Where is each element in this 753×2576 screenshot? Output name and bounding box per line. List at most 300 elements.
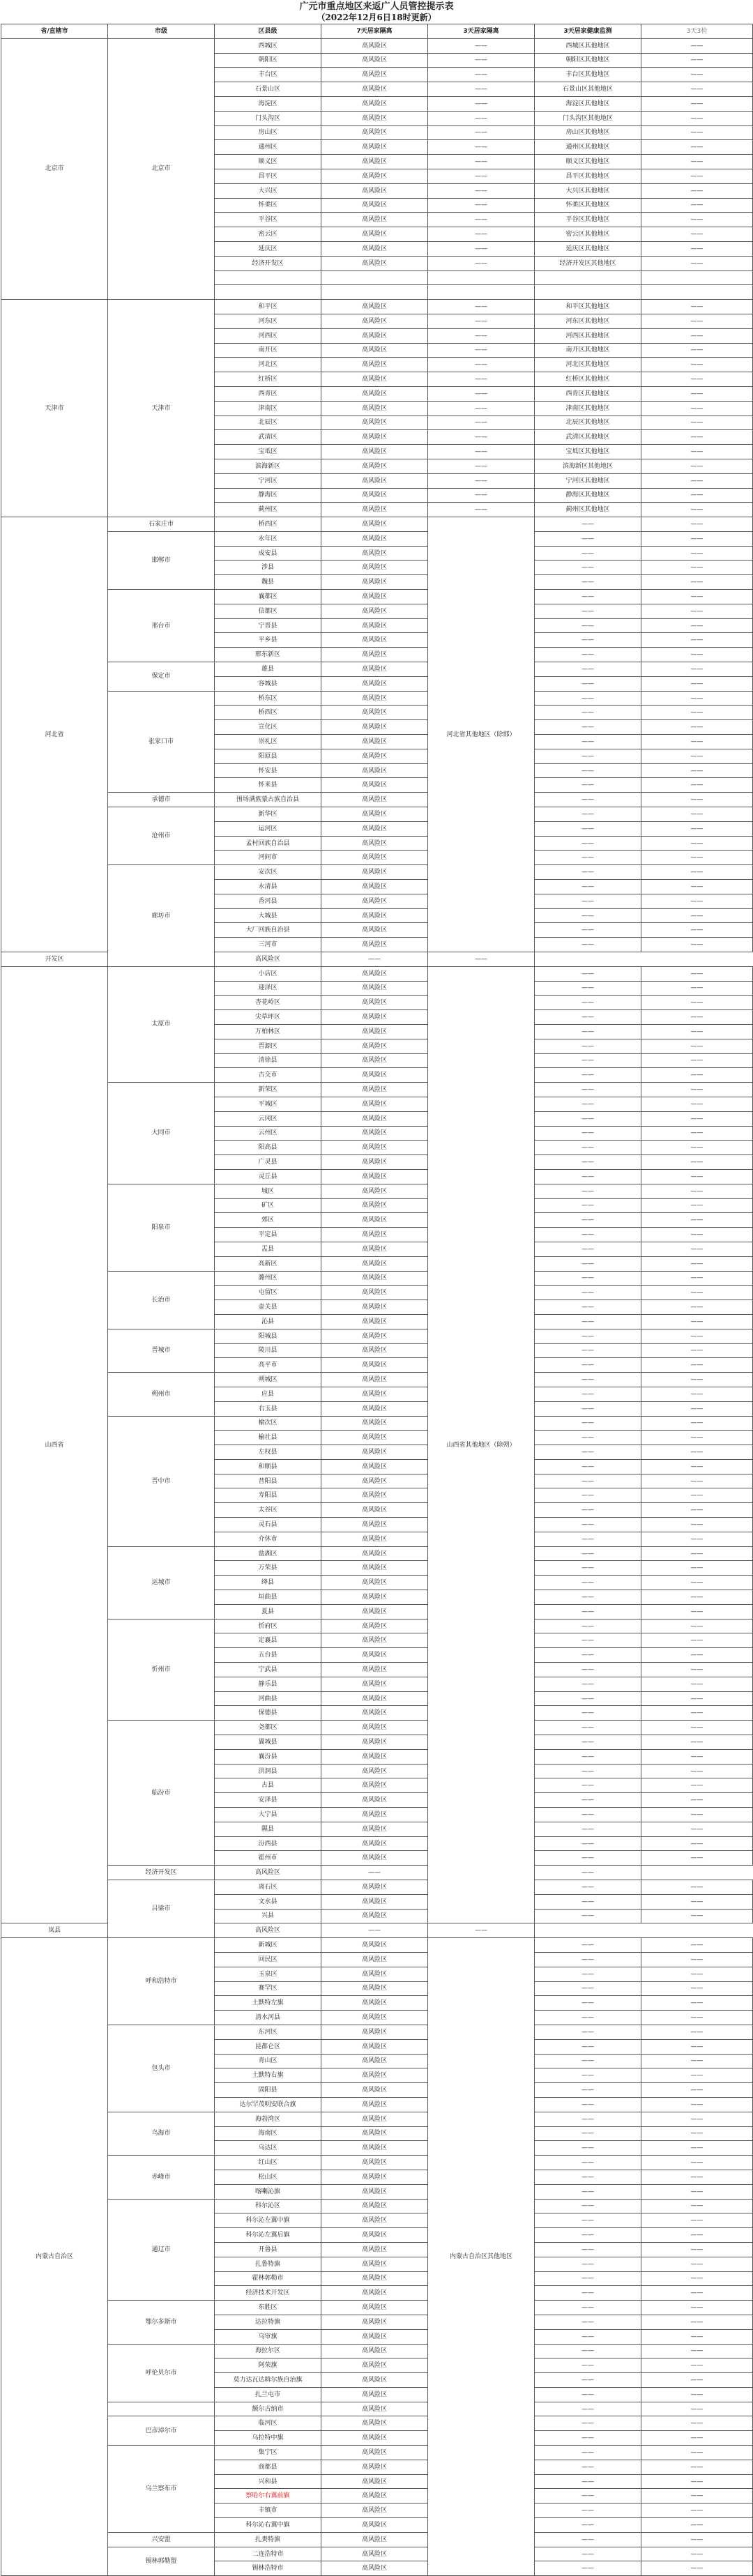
monitoring-3day-cell: —— [535, 1576, 641, 1590]
county-cell: 昔阳县 [215, 1474, 321, 1488]
isolation-7day-cell: 高风险区 [321, 1300, 428, 1315]
monitoring-3day-cell: —— [535, 1996, 641, 2011]
tests-3day-cell: —— [641, 2242, 753, 2257]
county-cell: 河间市 [215, 851, 321, 865]
tests-3day-cell: —— [641, 1952, 753, 1967]
county-cell: 阳高县 [215, 1141, 321, 1155]
isolation-7day-cell: 高风险区 [321, 996, 428, 1010]
monitoring-3day-cell: —— [535, 1401, 641, 1416]
isolation-7day-cell: 高风险区 [321, 1329, 428, 1343]
county-cell: 尖草坪区 [215, 1010, 321, 1025]
county-cell: 杏花岭区 [215, 996, 321, 1010]
monitoring-3day-cell: —— [535, 2503, 641, 2518]
county-cell: 信都区 [215, 604, 321, 618]
tests-3day-cell: —— [641, 1373, 753, 1387]
control-table [1, 24, 753, 2576]
isolation-7day-cell: 高风险区 [321, 2054, 428, 2068]
city-cell: 包头市 [108, 2025, 215, 2112]
isolation-7day-cell: 高风险区 [321, 401, 428, 416]
tests-3day-cell: —— [641, 1561, 753, 1576]
tests-3day-cell: —— [641, 1401, 753, 1416]
county-cell: 丰台区 [215, 68, 321, 82]
monitoring-3day-cell: —— [535, 2112, 641, 2126]
isolation-7day-cell: 高风险区 [321, 575, 428, 590]
monitoring-3day-cell: —— [535, 1431, 641, 1445]
isolation-7day-cell: 高风险区 [321, 503, 428, 517]
document-title: 广元市重点地区来返广人员管控提示表 [299, 1, 454, 12]
tests-3day-cell: —— [641, 1604, 753, 1619]
tests-3day-cell: —— [641, 793, 753, 807]
monitoring-3day-cell: —— [535, 778, 641, 793]
tests-3day-cell: —— [428, 1923, 535, 1938]
county-cell: 襄汾县 [215, 1749, 321, 1764]
isolation-7day-cell: 高风险区 [321, 1677, 428, 1691]
tests-3day-cell: —— [641, 691, 753, 706]
monitoring-3day-cell: —— [535, 1561, 641, 1576]
tests-3day-cell: —— [641, 1155, 753, 1170]
monitoring-3day-cell: —— [535, 2301, 641, 2315]
monitoring-3day-cell: 河西区其他地区 [535, 328, 641, 343]
tests-3day-cell: —— [641, 1459, 753, 1474]
county-cell: 岚县 [1, 1923, 108, 1938]
isolation-7day-cell: 高风险区 [321, 1184, 428, 1198]
county-cell: 大城县 [215, 908, 321, 923]
tests-3day-cell: —— [641, 213, 753, 227]
county-cell: 崇礼区 [215, 735, 321, 749]
monitoring-3day-cell: —— [535, 676, 641, 691]
tests-3day-cell: —— [641, 2460, 753, 2474]
isolation-7day-cell: 高风险区 [321, 2329, 428, 2344]
monitoring-3day-cell: —— [535, 1981, 641, 1996]
monitoring-3day-cell: —— [535, 1387, 641, 1401]
monitoring-3day-cell: —— [535, 1271, 641, 1286]
isolation-3day-cell: —— [428, 401, 535, 416]
monitoring-3day-cell: —— [535, 1314, 641, 1329]
isolation-3day-cell: —— [428, 198, 535, 213]
isolation-7day-cell: 高风险区 [321, 430, 428, 445]
tests-3day-cell: —— [641, 2402, 753, 2416]
monitoring-3day-cell: —— [535, 1503, 641, 1518]
monitoring-3day-cell: —— [535, 1083, 641, 1097]
table-row [1, 691, 753, 706]
isolation-7day-cell: 高风险区 [321, 1068, 428, 1083]
tests-3day-cell: —— [641, 1851, 753, 1866]
isolation-3day-cell: —— [428, 256, 535, 270]
city-cell: 天津市 [108, 300, 215, 517]
isolation-7day-cell: 高风险区 [321, 908, 428, 923]
isolation-7day-cell: 高风险区 [321, 1546, 428, 1561]
county-cell: 商都县 [215, 2460, 321, 2474]
county-cell: 喀喇沁旗 [215, 2184, 321, 2199]
isolation-3day-cell [428, 270, 535, 285]
monitoring-3day-cell: —— [535, 1691, 641, 1706]
monitoring-3day-cell: —— [535, 2315, 641, 2329]
county-cell: 雄县 [215, 662, 321, 677]
monitoring-3day-cell: —— [535, 1010, 641, 1025]
county-cell: 魏县 [215, 575, 321, 590]
county-cell: 清徐县 [215, 1053, 321, 1068]
tests-3day-cell: —— [641, 1518, 753, 1532]
county-cell: 海拉尔区 [215, 2344, 321, 2358]
isolation-7day-cell: 高风险区 [321, 1213, 428, 1228]
tests-3day-cell: —— [641, 1677, 753, 1691]
table-row [1, 1546, 753, 1561]
tests-3day-cell: —— [641, 996, 753, 1010]
county-cell: 寿阳县 [215, 1488, 321, 1503]
isolation-3day-cell: —— [428, 416, 535, 430]
monitoring-3day-cell: —— [535, 938, 641, 952]
county-cell: 密云区 [215, 227, 321, 242]
isolation-7day-cell: 高风险区 [321, 386, 428, 401]
isolation-7day-cell: 高风险区 [321, 1822, 428, 1836]
county-cell: 新华区 [215, 807, 321, 822]
county-cell: 和平区 [215, 300, 321, 314]
monitoring-3day-cell: 延庆区其他地区 [535, 241, 641, 256]
isolation-7day-cell: 高风险区 [321, 2112, 428, 2126]
monitoring-3day-cell [535, 270, 641, 285]
city-cell: 吕梁市 [108, 1880, 215, 1938]
monitoring-3day-cell: —— [535, 590, 641, 604]
isolation-7day-cell: 高风险区 [321, 155, 428, 169]
county-cell: 万柏林区 [215, 1024, 321, 1039]
isolation-7day-cell: 高风险区 [321, 53, 428, 68]
isolation-7day-cell: 高风险区 [321, 82, 428, 97]
isolation-7day-cell: 高风险区 [321, 2446, 428, 2460]
county-cell [215, 285, 321, 300]
isolation-7day-cell: 高风险区 [321, 2547, 428, 2561]
county-cell: 三河市 [215, 938, 321, 952]
monitoring-3day-cell: —— [535, 1097, 641, 1111]
isolation-7day-cell: 高风险区 [321, 2068, 428, 2083]
city-cell: 阳泉市 [108, 1184, 215, 1271]
monitoring-3day-cell: —— [535, 546, 641, 561]
isolation-7day-cell: 高风险区 [321, 1141, 428, 1155]
city-cell: 乌兰察布市 [108, 2446, 215, 2533]
isolation-7day-cell: 高风险区 [321, 2387, 428, 2402]
county-cell: 昌平区 [215, 169, 321, 183]
isolation-7day-cell: 高风险区 [321, 807, 428, 822]
tests-3day-cell: —— [641, 735, 753, 749]
monitoring-3day-cell: —— [535, 2126, 641, 2141]
isolation-7day-cell: 高风险区 [321, 1314, 428, 1329]
monitoring-3day-cell: —— [535, 1967, 641, 1981]
isolation-7day-cell: 高风险区 [321, 1778, 428, 1793]
monitoring-3day-cell: 平谷区其他地区 [535, 213, 641, 227]
tests-3day-cell: —— [641, 2199, 753, 2213]
isolation-7day-cell: 高风险区 [321, 1358, 428, 1373]
city-cell: 太原市 [108, 966, 215, 1082]
monitoring-3day-cell: —— [535, 1184, 641, 1198]
monitoring-3day-cell: 和平区其他地区 [535, 300, 641, 314]
isolation-3day-cell: —— [428, 96, 535, 111]
table-row [1, 2532, 753, 2547]
tests-3day-cell: —— [641, 473, 753, 488]
tests-3day-cell: —— [641, 981, 753, 996]
tests-3day-cell: —— [641, 1024, 753, 1039]
city-cell [108, 2402, 215, 2416]
monitoring-3day-cell: —— [535, 1546, 641, 1561]
county-cell: 灵丘县 [215, 1169, 321, 1184]
monitoring-3day-cell: —— [535, 1721, 641, 1735]
county-cell: 盂县 [215, 1242, 321, 1256]
monitoring-3day-cell: —— [535, 1329, 641, 1343]
tests-3day-cell: —— [641, 590, 753, 604]
tests-3day-cell: —— [641, 894, 753, 908]
monitoring-3day-cell: —— [535, 2373, 641, 2388]
isolation-7day-cell: 高风险区 [321, 343, 428, 358]
monitoring-3day-cell: —— [535, 749, 641, 763]
monitoring-3day-cell: —— [535, 604, 641, 618]
table-row [1, 1866, 753, 1880]
tests-3day-cell: —— [641, 2039, 753, 2054]
monitoring-3day-cell: —— [535, 1343, 641, 1358]
county-cell: 红桥区 [215, 372, 321, 387]
isolation-7day-cell: 高风险区 [321, 1996, 428, 2011]
monitoring-3day-cell: 南开区其他地区 [535, 343, 641, 358]
tests-3day-cell: —— [641, 1271, 753, 1286]
county-cell: 扎鲁特旗 [215, 2257, 321, 2271]
isolation-7day-cell: 高风险区 [321, 981, 428, 996]
isolation-7day-cell: 高风险区 [321, 1010, 428, 1025]
tests-3day-cell: —— [641, 2358, 753, 2373]
tests-3day-cell: —— [641, 53, 753, 68]
isolation-7day-cell: 高风险区 [321, 198, 428, 213]
isolation-7day-cell: 高风险区 [321, 1706, 428, 1721]
monitoring-3day-cell: —— [535, 2358, 641, 2373]
monitoring-3day-cell: —— [535, 1256, 641, 1271]
county-cell [215, 270, 321, 285]
isolation-7day-cell: 高风险区 [321, 1518, 428, 1532]
monitoring-3day-cell: —— [535, 1894, 641, 1909]
isolation-7day-cell: 高风险区 [321, 183, 428, 198]
tests-3day-cell: —— [641, 2416, 753, 2431]
isolation-7day-cell: 高风险区 [321, 2489, 428, 2503]
monitoring-3day-cell: —— [535, 1141, 641, 1155]
county-cell: 怀柔区 [215, 198, 321, 213]
isolation-3day-cell: —— [428, 503, 535, 517]
tests-3day-cell: —— [641, 575, 753, 590]
province-cell: 天津市 [1, 300, 108, 517]
monitoring-3day-cell: —— [535, 2025, 641, 2039]
isolation-7day-cell: 高风险区 [321, 38, 428, 53]
county-cell: 夏县 [215, 1604, 321, 1619]
tests-3day-cell: —— [641, 459, 753, 473]
county-cell: 额尔古纳市 [215, 2402, 321, 2416]
tests-3day-cell: —— [641, 1706, 753, 1721]
monitoring-3day-cell: —— [535, 2141, 641, 2156]
tests-3day-cell: —— [641, 1343, 753, 1358]
county-cell: 松山区 [215, 2170, 321, 2184]
monitoring-3day-cell: —— [535, 1300, 641, 1315]
tests-3day-cell: —— [641, 807, 753, 822]
county-cell: 邢东新区 [215, 648, 321, 662]
tests-3day-cell: —— [641, 1300, 753, 1315]
isolation-7day-cell: 高风险区 [321, 1053, 428, 1068]
isolation-7day-cell: 高风险区 [321, 2213, 428, 2228]
county-cell: 西青区 [215, 386, 321, 401]
isolation-7day-cell: 高风险区 [321, 880, 428, 894]
tests-3day-cell: —— [641, 763, 753, 778]
county-cell: 宁河区 [215, 473, 321, 488]
tests-3day-cell: —— [641, 2561, 753, 2576]
isolation-3day-cell: —— [428, 445, 535, 459]
header-3day-3tests: 3天3检 [641, 24, 753, 39]
tests-3day-cell: —— [641, 1793, 753, 1808]
isolation-3day-cell [428, 285, 535, 300]
monitoring-3day-cell: —— [535, 793, 641, 807]
header-province: 省/直辖市 [1, 24, 108, 39]
city-cell: 张家口市 [108, 691, 215, 793]
monitoring-3day-cell: 蓟州区其他地区 [535, 503, 641, 517]
isolation-7day-cell: 高风险区 [321, 648, 428, 662]
tests-3day-cell: —— [641, 343, 753, 358]
county-cell: 怀来县 [215, 778, 321, 793]
county-cell: 迎泽区 [215, 981, 321, 996]
isolation-7day-cell: 高风险区 [321, 1228, 428, 1242]
county-cell: 沁县 [215, 1314, 321, 1329]
isolation-3day-cell: —— [428, 459, 535, 473]
monitoring-3day-cell: —— [535, 1749, 641, 1764]
county-cell: 临河区 [215, 2416, 321, 2431]
monitoring-3day-cell: —— [535, 1358, 641, 1373]
city-cell: 呼和浩特市 [108, 1938, 215, 2025]
table-row [1, 966, 753, 981]
monitoring-3day-cell: 密云区其他地区 [535, 227, 641, 242]
county-cell: 东河区 [215, 2025, 321, 2039]
isolation-7day-cell: 高风险区 [321, 1880, 428, 1895]
county-cell: 广灵县 [215, 1155, 321, 1170]
county-cell: 永清县 [215, 880, 321, 894]
document-subtitle: （2022年12月6日18时更新） [317, 13, 436, 22]
city-cell: 赤峰市 [108, 2156, 215, 2199]
county-cell: 榆社县 [215, 1431, 321, 1445]
monitoring-3day-cell: —— [535, 1459, 641, 1474]
county-cell: 达拉特旗 [215, 2315, 321, 2329]
isolation-3day-cell: —— [428, 169, 535, 183]
isolation-3day-cell: —— [428, 328, 535, 343]
monitoring-3day-cell: —— [535, 996, 641, 1010]
header-3day-monitoring: 3天居家健康监测 [535, 24, 641, 39]
isolation-7day-cell: 高风险区 [321, 720, 428, 735]
isolation-7day-cell: 高风险区 [321, 2315, 428, 2329]
county-cell: 介休市 [215, 1532, 321, 1546]
isolation-7day-cell: 高风险区 [321, 1938, 428, 1953]
tests-3day-cell: —— [641, 241, 753, 256]
isolation-7day-cell: 高风险区 [321, 561, 428, 575]
monitoring-3day-cell: 北辰区其他地区 [535, 416, 641, 430]
monitoring-3day-cell: —— [321, 1866, 428, 1880]
tests-3day-cell: —— [641, 1256, 753, 1271]
isolation-7day-cell: 高风险区 [321, 1721, 428, 1735]
table-row [1, 531, 753, 546]
tests-3day-cell: —— [641, 1749, 753, 1764]
tests-3day-cell: —— [641, 531, 753, 546]
monitoring-3day-cell: —— [535, 2199, 641, 2213]
isolation-7day-cell [321, 285, 428, 300]
monitoring-3day-cell: —— [535, 2011, 641, 2025]
county-cell: 东胜区 [215, 2301, 321, 2315]
isolation-7day-cell: 高风险区 [321, 604, 428, 618]
monitoring-3day-cell: —— [535, 2547, 641, 2561]
tests-3day-cell: —— [641, 358, 753, 372]
isolation-3day-cell: —— [428, 68, 535, 82]
county-cell: 静乐县 [215, 1677, 321, 1691]
isolation-7day-cell: 高风险区 [321, 2402, 428, 2416]
monitoring-3day-cell: —— [535, 720, 641, 735]
isolation-7day-cell: 高风险区 [321, 125, 428, 140]
tests-3day-cell: —— [641, 836, 753, 851]
tests-3day-cell: —— [641, 2025, 753, 2039]
monitoring-3day-cell: —— [535, 1373, 641, 1387]
isolation-3day-cell: —— [428, 38, 535, 53]
monitoring-3day-cell: —— [535, 2170, 641, 2184]
county-cell: 围场满族蒙古族自治县 [215, 793, 321, 807]
monitoring-3day-cell: —— [535, 1126, 641, 1141]
county-cell: 盐湖区 [215, 1546, 321, 1561]
isolation-3day-cell: —— [428, 358, 535, 372]
county-cell: 锡林浩特市 [215, 2561, 321, 2576]
city-cell: 长治市 [108, 1271, 215, 1329]
city-cell: 通辽市 [108, 2199, 215, 2301]
tests-3day-cell: —— [641, 1198, 753, 1213]
tests-3day-cell: —— [641, 38, 753, 53]
county-cell: 乌达区 [215, 2141, 321, 2156]
tests-3day-cell: —— [641, 1387, 753, 1401]
isolation-7day-cell: 高风险区 [321, 1111, 428, 1126]
isolation-7day-cell: 高风险区 [321, 1503, 428, 1518]
monitoring-3day-cell: 宝坻区其他地区 [535, 445, 641, 459]
county-cell: 成安县 [215, 546, 321, 561]
isolation-7day-cell: 高风险区 [321, 1764, 428, 1778]
tests-3day-cell: —— [641, 749, 753, 763]
county-cell: 高新区 [215, 1256, 321, 1271]
county-cell: 顺义区 [215, 155, 321, 169]
table-row [1, 2344, 753, 2358]
county-cell: 涉县 [215, 561, 321, 575]
monitoring-3day-cell: 经济开发区其他地区 [535, 256, 641, 270]
isolation-7day-cell: 高风险区 [321, 2156, 428, 2170]
tests-3day-cell: —— [641, 1822, 753, 1836]
tests-3day-cell: —— [641, 1648, 753, 1663]
city-cell: 保定市 [108, 662, 215, 692]
tests-3day-cell: —— [641, 140, 753, 155]
table-row [1, 1373, 753, 1387]
monitoring-3day-cell: —— [535, 1445, 641, 1460]
county-cell: 土默特左旗 [215, 1996, 321, 2011]
table-body [1, 38, 753, 2575]
county-cell: 霍林郭勒市 [215, 2271, 321, 2286]
county-cell: 怀安县 [215, 763, 321, 778]
isolation-7day-cell: 高风险区 [321, 851, 428, 865]
isolation-7day-cell: 高风险区 [321, 445, 428, 459]
city-cell: 廊坊市 [108, 865, 215, 967]
tests-3day-cell: —— [641, 1488, 753, 1503]
province-cell: 河北省 [1, 517, 108, 952]
isolation-7day-cell: 高风险区 [321, 2025, 428, 2039]
monitoring-3day-cell: —— [535, 1213, 641, 1228]
tests-3day-cell: —— [641, 908, 753, 923]
tests-3day-cell: —— [641, 923, 753, 938]
county-cell: 科尔沁左翼后旗 [215, 2228, 321, 2243]
city-cell: 晋城市 [108, 1329, 215, 1372]
county-cell: 开发区 [1, 952, 108, 967]
county-cell: 新城区 [215, 1938, 321, 1953]
monitoring-3day-cell: —— [535, 923, 641, 938]
table-row [1, 662, 753, 677]
county-cell: 榆次区 [215, 1416, 321, 1431]
tests-3day-cell: —— [641, 966, 753, 981]
county-cell: 永年区 [215, 531, 321, 546]
